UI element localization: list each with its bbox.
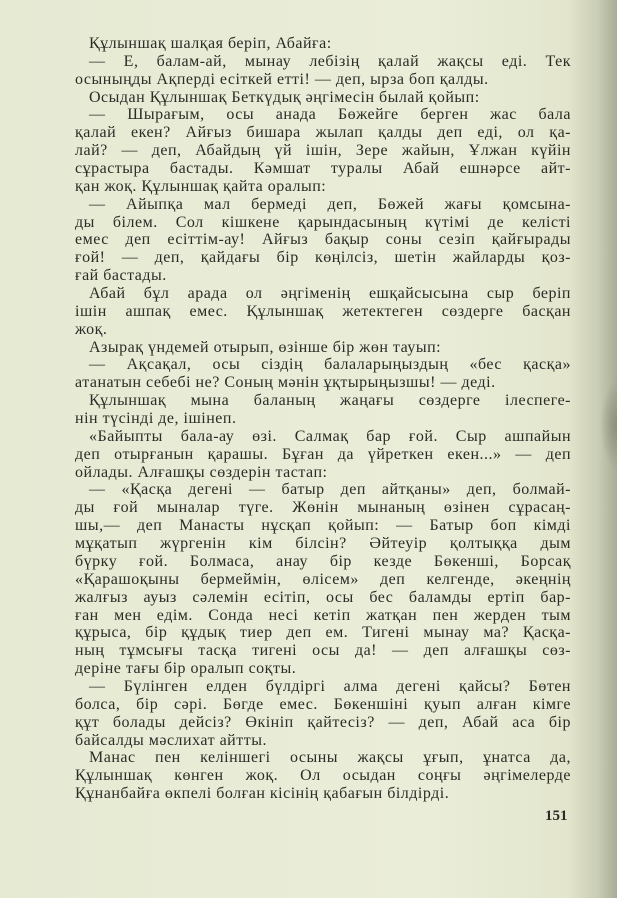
text-line: — «Қасқа дегені — батыр деп айтқаны» деп, болмай- xyxy=(89,481,571,499)
text-line: лай? — деп, Абайдың үй ішін, Зере жайын, Ұлжан күйін xyxy=(75,142,571,160)
text-line: ғай бастады. xyxy=(75,267,167,285)
text-line: Азырақ үндемей отырып, өзінше бір жөн тауып: xyxy=(89,338,442,356)
text-line: Осыдан Құлыншақ Беткүдық әңгімесін былай қойып: xyxy=(89,88,480,106)
text-line: ды ғой мыналар түге. Жөнін мынаның өзінен сұрасаң- xyxy=(75,499,571,517)
text-line: мұқатып жүргенін кім білсін? Әйтеуір қолтыққа дым xyxy=(75,535,571,553)
text-line: жоқ. xyxy=(75,320,108,338)
page-number: 151 xyxy=(545,808,568,824)
text-line: сұрастыра бастады. Кәмшат туралы Абай ешнәрсе айт- xyxy=(75,160,571,178)
page-body-text xyxy=(75,35,571,803)
text-line: деріне тағы бір оралып соқты. xyxy=(75,660,297,678)
text-line: Манас пен келіншегі осыны жақсы ұғып, ұнатса да, xyxy=(89,749,571,767)
text-line: ойлады. Алғашқы сөздерін тастап: xyxy=(75,463,328,481)
text-line: деп отырғанын қарашы. Бұған да үйреткен екен...» — деп xyxy=(75,445,571,463)
text-line: — Бүлінген елден бүлдіргі алма дегені қайсы? Бөтен xyxy=(89,677,571,695)
text-line: — Шырағым, осы анада Бөжейге берген жас бала xyxy=(89,106,571,124)
text-line: — Е, балам-ай, мынау лебізің қалай жақсы еді. Тек xyxy=(89,52,571,70)
text-line: ішін ашпақ емес. Құлыншақ жетектеген сөздерге басқан xyxy=(75,302,571,320)
text-line: — Ақсақал, осы сіздің балаларыңыздың «бес қасқа» xyxy=(89,356,571,374)
text-line: ған мен едім. Сонда несі кетіп жатқан пен жерден тым xyxy=(75,606,571,624)
text-line: бүрку ғой. Болмаса, анау бір кезде Бөкенші, Борсақ xyxy=(75,552,571,570)
text-line: қан жоқ. Құлыншақ қайта оралып: xyxy=(75,177,327,195)
text-line: құт болады дейсіз? Өкініп қайтесіз? — деп, Абай аса бір xyxy=(75,713,571,731)
text-line: ның тұмсығы тасқа тигені осы да! — деп алғашқы сөз- xyxy=(75,642,571,660)
text-line: болса, бір сәрі. Бөгде емес. Бөкеншіні қуып алған кімге xyxy=(75,695,571,713)
text-line: ды білем. Сол кішкене қарындасының күтімі де келісті xyxy=(75,213,571,231)
text-line: Құлыншақ мына баланың жаңағы сөздерге ілеспеге- xyxy=(89,392,571,410)
text-line: шы,— деп Манасты нұсқап қойып: — Батыр боп кімді xyxy=(75,517,571,535)
text-line: қалай екен? Айғыз бишара жылап қалды деп еді, ол қа- xyxy=(75,124,571,142)
text-line: — Айыпқа мал бермеді деп, Бөжей жағы қомсына- xyxy=(89,195,571,213)
text-line: Құлыншақ көнген жоқ. Ол осыдан соңғы әңгімелерде xyxy=(75,767,571,785)
text-line: нін түсінді де, ішінеп. xyxy=(75,410,237,428)
text-line: «Қарашоқыны бермеймін, өлісем» деп келгенде, әкеңнің xyxy=(75,570,571,588)
text-line: жалғыз ауыз сәлемін есітіп, осы бес баламды ертіп бар- xyxy=(75,588,571,606)
text-line: Құнанбайға өкпелі болған кісінің қабағын білдірді. xyxy=(75,785,450,803)
page-edge-shadow xyxy=(600,380,617,470)
text-line: «Байыпты бала-ау өзі. Салмақ бар ғой. Сыр ашпайын xyxy=(89,427,571,445)
text-line: Абай бұл арада ол әңгіменің ешқайсысына сыр беріп xyxy=(89,285,571,303)
text-line: емес деп есіттім-ау! Айғыз бақыр соны сезіп қайғырады xyxy=(75,231,571,249)
text-line: ғой! — деп, қайдағы бір көңілсіз, шетін жайларды қоз- xyxy=(75,249,571,267)
text-line: атанатын себебі не? Соның мәнін ұқтырыңызшы! — деді. xyxy=(75,374,496,392)
text-line: байсалды мәслихат айтты. xyxy=(75,731,267,749)
text-line: Құлыншақ шалқая беріп, Абайға: xyxy=(89,35,332,52)
text-line: осыныңды Ақперді есіткей етті! — деп, ырза боп қалды. xyxy=(75,70,489,88)
text-line: құрыса, бір құдық тиер деп ем. Тигені мынау ма? Қасқа- xyxy=(75,624,571,642)
